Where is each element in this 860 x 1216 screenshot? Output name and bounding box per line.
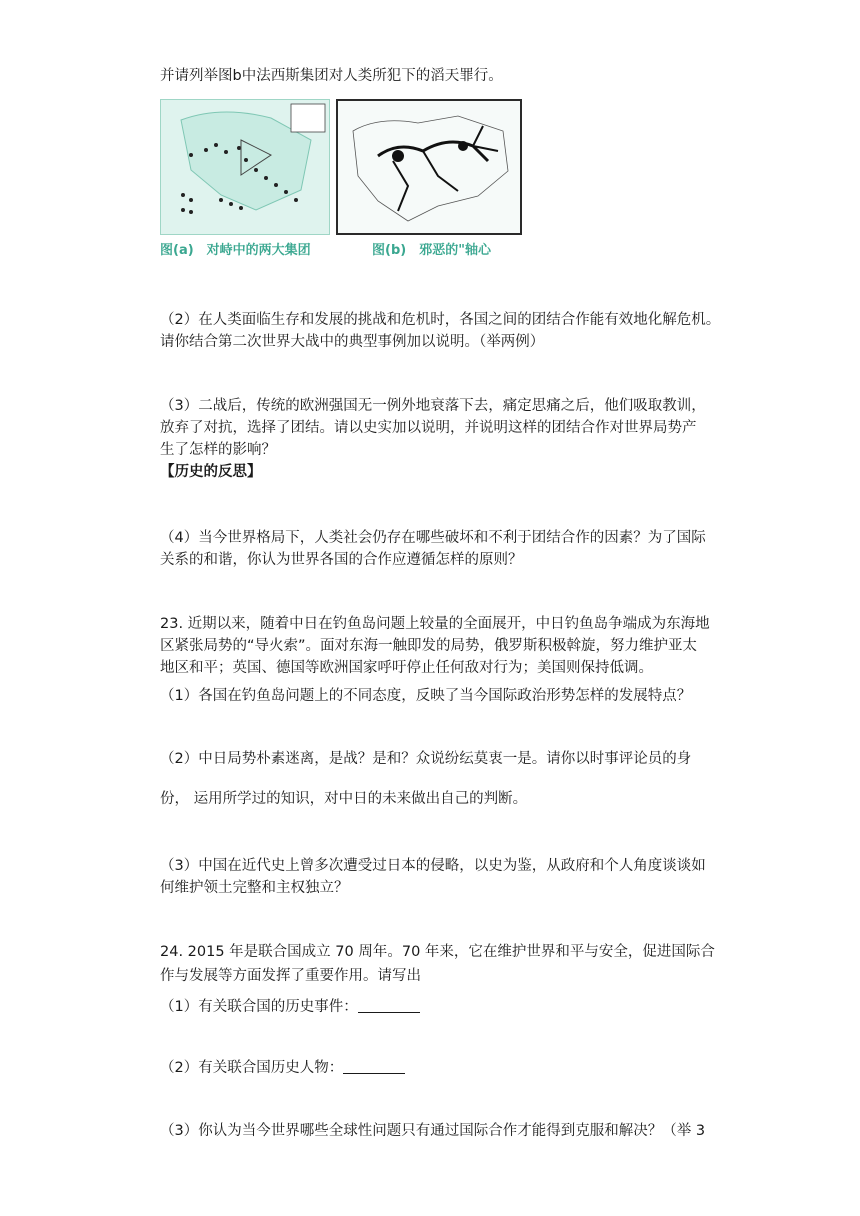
question-24-part-3: （3）你认为当今世界哪些全球性问题只有通过国际合作才能得到克服和解决？（举 3 <box>160 1123 706 1139</box>
map-image-a <box>160 99 330 235</box>
question-23-part-2-line-1: （2）中日局势朴素迷离，是战？是和？众说纷纭莫衷一是。请你以时事评论员的身 <box>160 751 692 767</box>
text-line-2: （2）在人类面临生存和发展的挑战和危机时，各国之间的团结合作能有效地化解危机。 <box>160 312 721 328</box>
text-line-1: 并请列举图b中法西斯集团对人类所犯下的滔天罪行。 <box>160 68 503 84</box>
question-24-part-1 <box>160 997 420 1017</box>
map-b-graphic <box>338 101 520 233</box>
text-line-8: （4）当今世界格局下，人类社会仍存在哪些破坏和不利于团结合作的因素？为了国际 <box>160 530 706 546</box>
question-24-line-1: 24. 2015 年是联合国成立 70 周年。70 年来，它在维护世界和平与安全，促进国际合 <box>160 944 715 960</box>
question-24-part-2 <box>160 1058 405 1078</box>
figure-caption-a: 图(a) 对峙中的两大集团 <box>160 243 311 258</box>
question-23-part-2-line-2: 份， 运用所学过的知识，对中日的未来做出自己的判断。 <box>160 791 528 807</box>
answer-blank-1[interactable] <box>358 998 420 1013</box>
text-line-3: 请你结合第二次世界大战中的典型事例加以说明。（举两例） <box>160 334 545 350</box>
question-23-part-3-line-1: （3）中国在近代史上曾多次遭受过日本的侵略，以史为鉴，从政府和个人角度谈谈如 <box>160 858 706 874</box>
question-23-line-1: 23. 近期以来，随着中日在钓鱼岛问题上较量的全面展开，中日钓鱼岛争端成为东海地 <box>160 616 710 632</box>
text-line-9: 关系的和谐，你认为世界各国的合作应遵循怎样的原则？ <box>160 552 523 568</box>
question-23-part-1: （1）各国在钓鱼岛问题上的不同态度，反映了当今国际政治形势怎样的发展特点？ <box>160 688 692 704</box>
answer-blank-2[interactable] <box>343 1059 405 1074</box>
question-23-part-3-line-2: 何维护领土完整和主权独立？ <box>160 880 349 896</box>
question-23-line-2: 区紧张局势的“导火索”。面对东海一触即发的局势，俄罗斯积极斡旋，努力维护亚太 <box>160 638 698 654</box>
map-image-b <box>336 99 522 235</box>
question-24-part-2-text: （2）有关联合国历史人物： <box>160 1060 344 1076</box>
figure-maps <box>160 99 522 261</box>
text-line-5: 放弃了对抗，选择了团结。请以史实加以说明，并说明这样的团结合作对世界局势产 <box>160 420 697 436</box>
text-line-4: （3）二战后，传统的欧洲强国无一例外地衰落下去，痛定思痛之后，他们吸取教训， <box>160 398 706 414</box>
text-line-6: 生了怎样的影响？ <box>160 442 276 458</box>
question-24-part-1-text: （1）有关联合国的历史事件： <box>160 999 358 1015</box>
map-a-graphic <box>161 100 331 236</box>
question-24-line-2: 作与发展等方面发挥了重要作用。请写出 <box>160 968 421 984</box>
question-23-line-3: 地区和平；英国、德国等欧洲国家呼吁停止任何敌对行为；美国则保持低调。 <box>160 660 653 676</box>
figure-caption-b: 图(b) 邪恶的"轴心 <box>372 243 491 258</box>
section-heading-reflection: 【历史的反思】 <box>160 464 262 480</box>
